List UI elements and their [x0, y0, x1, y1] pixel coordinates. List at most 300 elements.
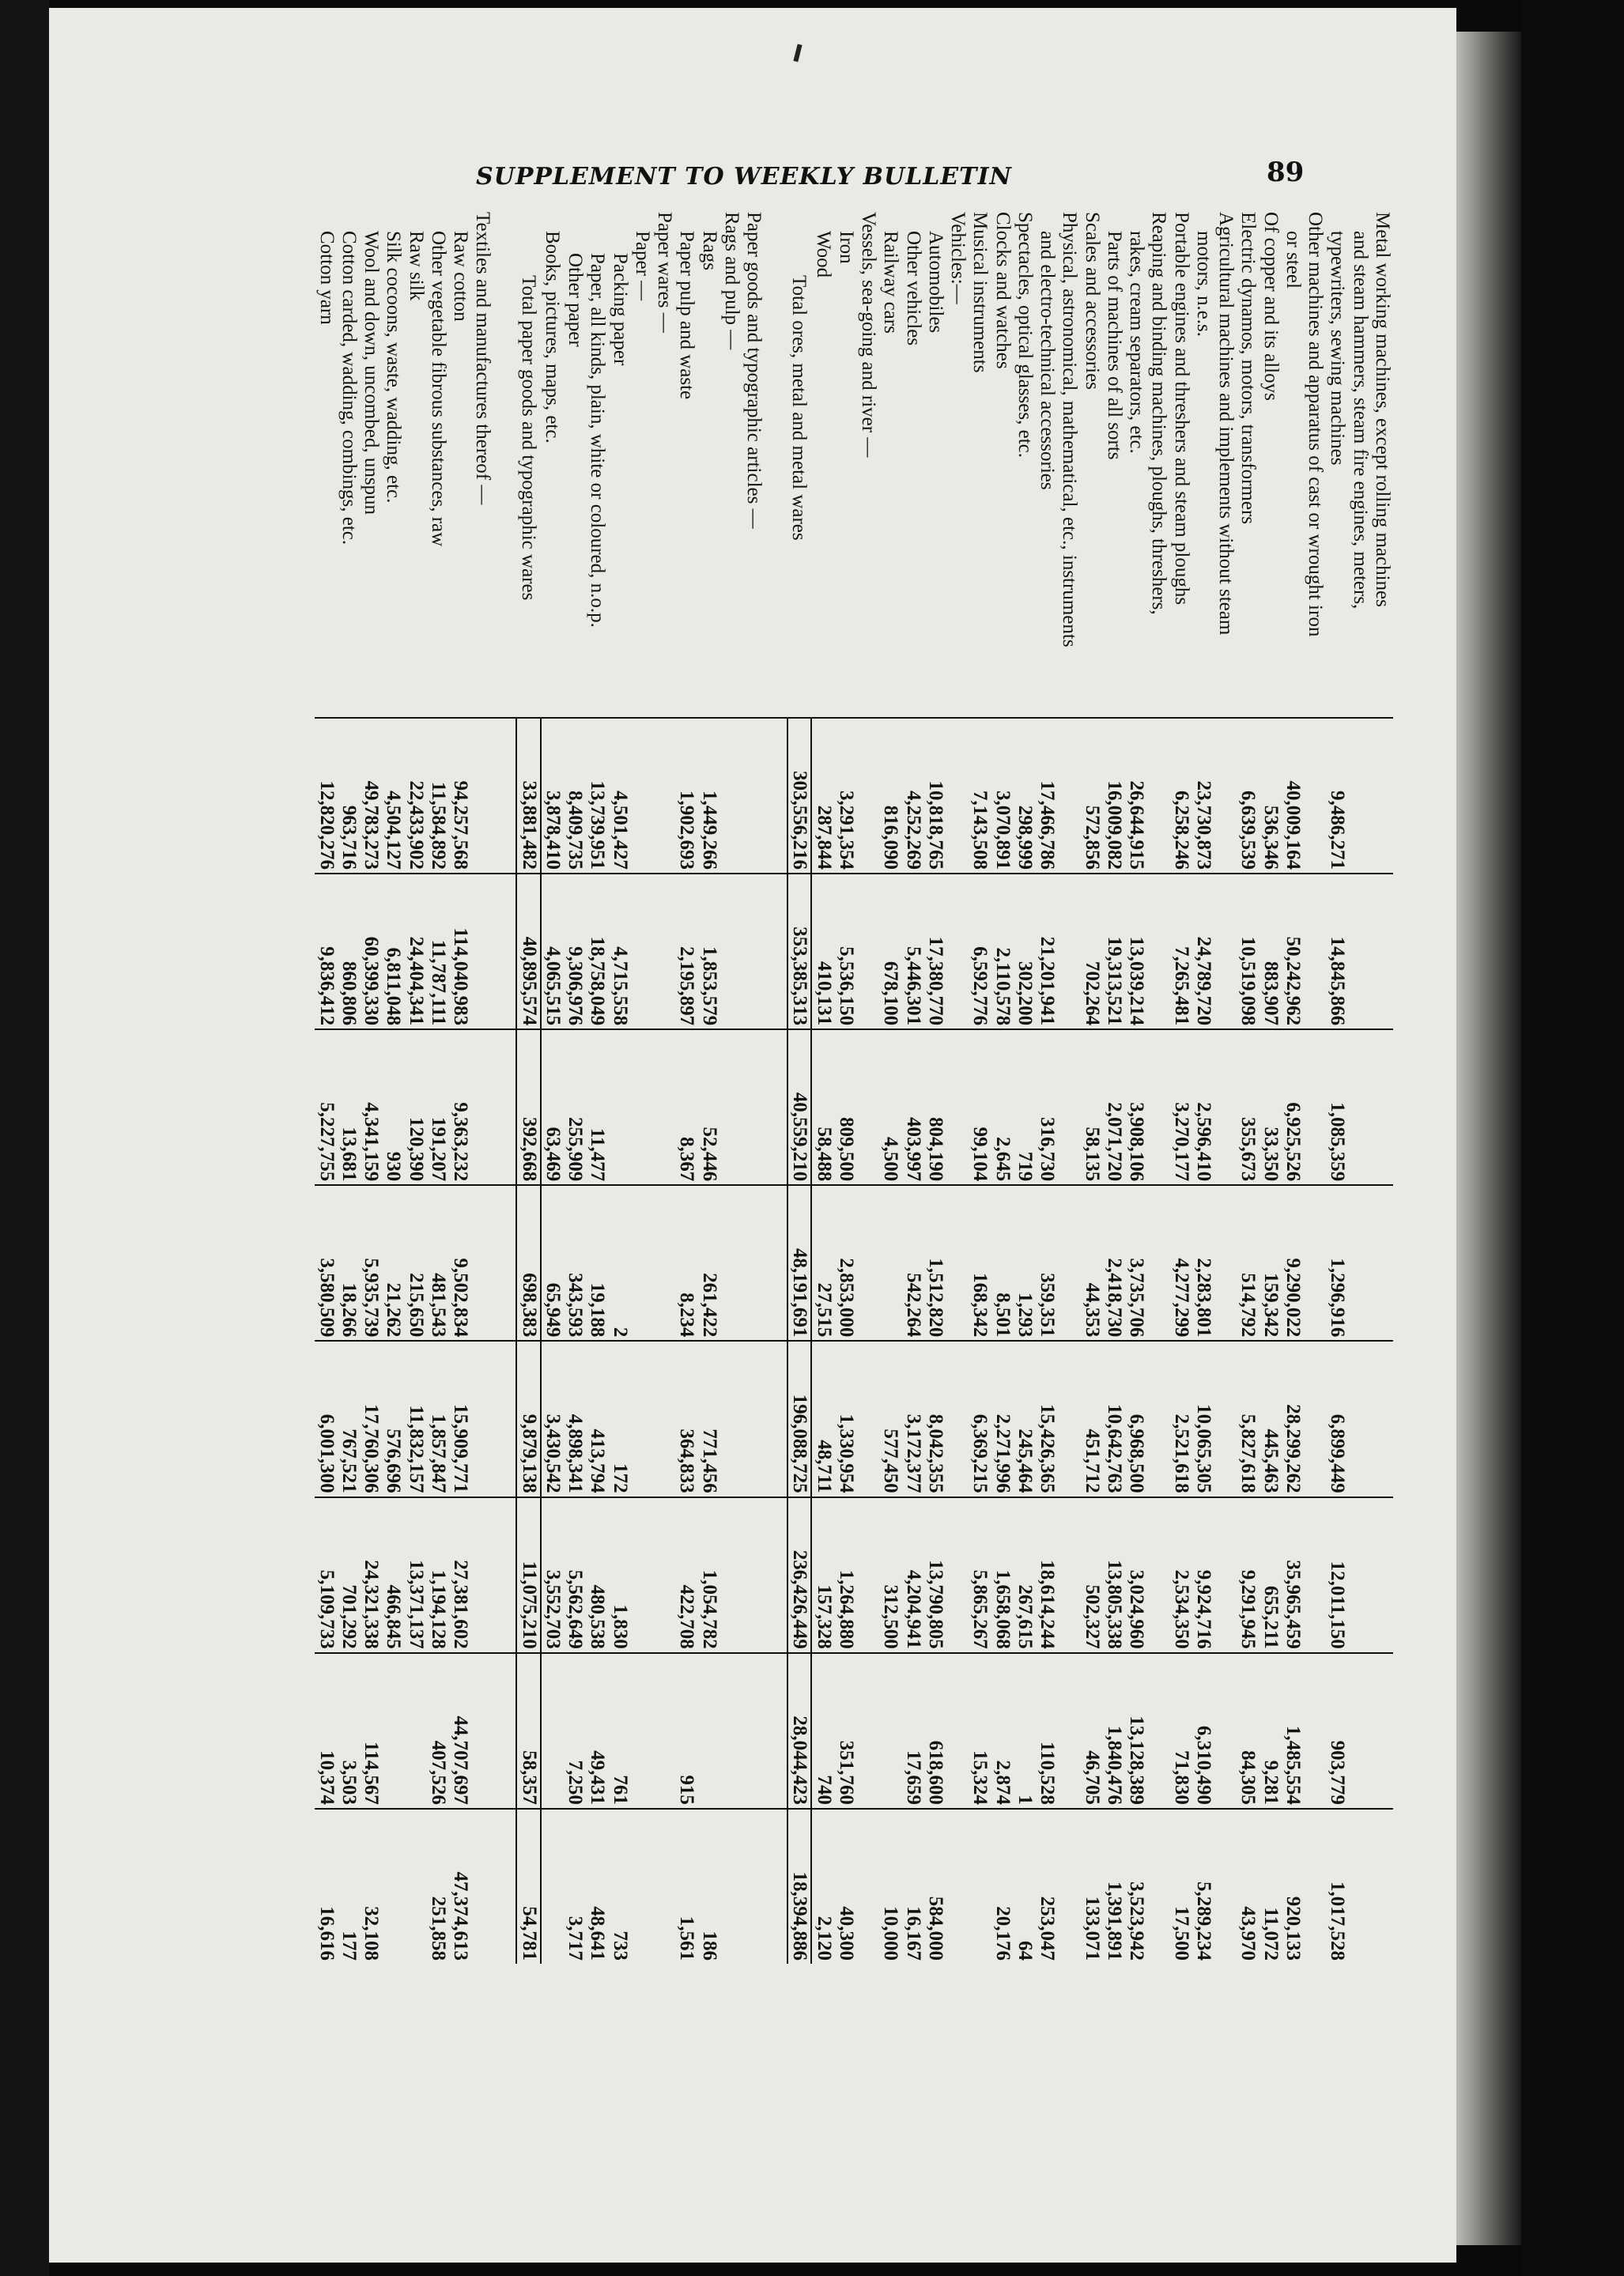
table-cell: 8,501 [991, 1185, 1014, 1341]
table-cell: 8,409,735 [564, 718, 586, 874]
table-cell: 5,227,755 [315, 1029, 338, 1185]
table-cell: 3,523,942 [1125, 1809, 1147, 1964]
table-cell: 6,592,776 [969, 874, 991, 1029]
row-label: Cotton carded, wadding, combings, etc. [338, 231, 360, 545]
table-cell: 1,857,847 [427, 1341, 449, 1497]
table-cell [1214, 718, 1237, 874]
table-cell: 480,538 [586, 1497, 608, 1653]
table-cell [1214, 1809, 1237, 1964]
table-cell: 403,997 [902, 1029, 924, 1185]
table-cell: 4,065,515 [541, 874, 564, 1029]
table-cell: 63,469 [541, 1029, 564, 1185]
table-cell: 253,047 [1036, 1809, 1058, 1964]
table-cell [631, 718, 653, 874]
table-cell: 410,131 [812, 874, 835, 1029]
table-cell [653, 1497, 675, 1653]
table-cell [1058, 1341, 1080, 1497]
table-cell: 58,488 [812, 1029, 835, 1185]
table-cell: 804,190 [924, 1029, 946, 1185]
row-label: Of copper and its alloys [1260, 212, 1282, 401]
table-cell [969, 1809, 991, 1964]
table-cell: 13,039,214 [1125, 874, 1147, 1029]
table-cell: 542,264 [902, 1185, 924, 1341]
table-cell: 3,024,960 [1125, 1497, 1147, 1653]
left-scan-border [0, 0, 49, 2276]
page-header [49, 157, 1456, 210]
table-cell: 49,783,273 [360, 718, 382, 874]
table-cell: 28,044,423 [787, 1653, 811, 1809]
table-cell: 110,528 [1036, 1653, 1058, 1809]
table-cell [720, 1185, 742, 1341]
table-cell [1349, 718, 1371, 874]
table-cell [653, 1185, 675, 1341]
table-cell: 4,715,558 [609, 874, 631, 1029]
table-cell: 23,730,873 [1192, 718, 1214, 874]
table-cell: 16,009,082 [1103, 718, 1125, 874]
table-cell [720, 718, 742, 874]
table-cell [857, 1029, 879, 1185]
table-cell: 261,422 [698, 1185, 720, 1341]
table-cell: 1,485,554 [1282, 1653, 1304, 1809]
row-label: Rags and pulp — [721, 212, 742, 350]
table-cell: 13,681 [338, 1029, 360, 1185]
table-cell [1214, 1029, 1237, 1185]
table-row [1282, 209, 1304, 1964]
page-fold-shadow [1456, 32, 1521, 2245]
table-cell: 4,341,159 [360, 1029, 382, 1185]
table-cell [946, 1185, 969, 1341]
table-cell: 27,515 [812, 1185, 835, 1341]
row-label: Physical, astronomical, mathematical, etc., instruments [1059, 212, 1081, 647]
table-cell: 196,088,725 [787, 1341, 811, 1497]
table-cell: 3,270,177 [1170, 1029, 1192, 1185]
table-row [1371, 209, 1393, 1964]
table-cell [857, 1341, 879, 1497]
table-cell: 1,853,579 [698, 874, 720, 1029]
table-cell [720, 874, 742, 1029]
table-row [631, 209, 653, 1964]
table-cell [1349, 874, 1371, 1029]
row-label: Iron [836, 231, 857, 264]
table-cell: 4,277,299 [1170, 1185, 1192, 1341]
spacer-row [494, 209, 517, 1964]
table-cell: 18,614,244 [1036, 1497, 1058, 1653]
table-cell: 577,450 [879, 1341, 901, 1497]
table-cell: 9,281 [1260, 1653, 1282, 1809]
table-cell: 4,898,341 [564, 1341, 586, 1497]
table-row [586, 209, 608, 1964]
table-cell [720, 1653, 742, 1809]
table-cell: 40,300 [835, 1809, 857, 1964]
table-cell: 48,641 [586, 1809, 608, 1964]
table-cell: 12,011,150 [1326, 1497, 1348, 1653]
table-cell [471, 1185, 493, 1341]
statistics-table-body [315, 209, 1394, 1964]
table-cell: 9,924,716 [1192, 1497, 1214, 1653]
table-cell: 3,172,377 [902, 1341, 924, 1497]
table-cell [631, 1341, 653, 1497]
table-row [315, 209, 338, 1964]
table-cell: 251,858 [427, 1809, 449, 1964]
table-cell: 64 [1014, 1809, 1036, 1964]
table-cell: 9,502,834 [449, 1185, 471, 1341]
row-label: Scales and accessories [1081, 212, 1103, 390]
table-row [1125, 209, 1147, 1964]
table-cell [1304, 874, 1326, 1029]
table-cell: 19,188 [586, 1185, 608, 1341]
table-cell: 11,072 [1260, 1809, 1282, 1964]
table-cell: 1,449,266 [698, 718, 720, 874]
table-cell: 24,789,720 [1192, 874, 1214, 1029]
table-cell: 40,559,210 [787, 1029, 811, 1185]
table-row [698, 209, 720, 1964]
table-cell [1371, 874, 1393, 1029]
table-cell [698, 1653, 720, 1809]
table-cell: 10,818,765 [924, 718, 946, 874]
table-cell: 3,430,542 [541, 1341, 564, 1497]
row-label: Raw cotton [450, 231, 472, 322]
table-cell: 50,242,962 [1282, 874, 1304, 1029]
table-cell: 28,299,262 [1282, 1341, 1304, 1497]
table-row [405, 209, 427, 1964]
row-label: Paper wares — [654, 212, 676, 333]
table-row [653, 209, 675, 1964]
table-cell [1304, 1341, 1326, 1497]
table-cell [1371, 1653, 1393, 1809]
row-label: Railway cars [880, 231, 902, 334]
table-cell [946, 718, 969, 874]
row-label: or steel [1282, 231, 1304, 289]
total-row [517, 209, 541, 1964]
row-label: Vessels, sea-going and river — [858, 212, 880, 458]
table-cell [857, 874, 879, 1029]
table-cell: 48,191,691 [787, 1185, 811, 1341]
table-cell: 719 [1014, 1029, 1036, 1185]
table-cell [1304, 1029, 1326, 1185]
table-row [1014, 209, 1036, 1964]
table-cell: 7,250 [564, 1653, 586, 1809]
table-cell: 2,195,897 [675, 874, 697, 1029]
table-cell [946, 1341, 969, 1497]
table-cell: 49,431 [586, 1653, 608, 1809]
table-cell: 40,009,164 [1282, 718, 1304, 874]
table-cell: 8,367 [675, 1029, 697, 1185]
row-label: Total paper goods and typographic wares [517, 275, 539, 601]
table-cell [946, 874, 969, 1029]
table-cell [653, 718, 675, 874]
table-cell: 4,501,427 [609, 718, 631, 874]
table-cell: 24,321,338 [360, 1497, 382, 1653]
table-cell: 860,806 [338, 874, 360, 1029]
table-cell [1349, 1653, 1371, 1809]
table-cell: 771,456 [698, 1341, 720, 1497]
table-cell: 32,108 [360, 1809, 382, 1964]
table-cell: 6,310,490 [1192, 1653, 1214, 1809]
table-cell: 298,999 [1014, 718, 1036, 874]
table-cell: 6,811,048 [382, 874, 404, 1029]
table-cell [631, 1497, 653, 1653]
table-cell [1058, 1653, 1080, 1809]
table-row [1349, 209, 1371, 1964]
table-cell [1349, 1497, 1371, 1653]
table-cell: 114,040,983 [449, 874, 471, 1029]
table-cell: 267,615 [1014, 1497, 1036, 1653]
row-label: Packing paper [609, 253, 631, 366]
table-cell: 2,534,350 [1170, 1497, 1192, 1653]
table-row [879, 209, 901, 1964]
table-row [1214, 209, 1237, 1964]
table-row [969, 209, 991, 1964]
table-cell: 1,296,916 [1326, 1185, 1348, 1341]
table-cell [742, 1653, 765, 1809]
table-cell: 60,399,330 [360, 874, 382, 1029]
table-cell [382, 1809, 404, 1964]
table-cell [879, 1653, 901, 1809]
row-label: Paper, all kinds, plain, white or coloured, n.o.p. [587, 253, 609, 628]
table-cell: 18,758,049 [586, 874, 608, 1029]
table-cell [1147, 1185, 1169, 1341]
table-cell: 1,391,891 [1103, 1809, 1125, 1964]
row-label: Automobiles [925, 231, 946, 334]
row-label: and electro-technical accessories [1037, 231, 1059, 490]
table-cell: 678,100 [879, 874, 901, 1029]
table-cell [1349, 1029, 1371, 1185]
table-cell: 359,351 [1036, 1185, 1058, 1341]
page [49, 8, 1456, 2263]
table-cell: 698,383 [517, 1185, 541, 1341]
table-cell: 9,291,945 [1237, 1497, 1259, 1653]
table-cell: 466,845 [382, 1497, 404, 1653]
table-cell: 11,584,892 [427, 718, 449, 874]
table-cell [879, 1185, 901, 1341]
row-label: rakes, cream separators, etc. [1126, 231, 1148, 454]
table-cell [857, 1185, 879, 1341]
table-cell: 1,054,782 [698, 1497, 720, 1653]
table-cell: 364,833 [675, 1341, 697, 1497]
table-row [1081, 209, 1103, 1964]
table-cell: 10,374 [315, 1653, 338, 1809]
table-cell: 584,000 [924, 1809, 946, 1964]
table-cell: 11,075,210 [517, 1497, 541, 1653]
table-row [835, 209, 857, 1964]
table-row [338, 209, 360, 1964]
row-label: Parts of machines of all sorts [1104, 231, 1125, 460]
table-cell [1349, 1185, 1371, 1341]
table-cell [541, 1809, 564, 1964]
table-cell: 6,258,246 [1170, 718, 1192, 874]
table-cell: 13,805,338 [1103, 1497, 1125, 1653]
row-label: Wool and down, uncombed, unspun [361, 231, 383, 515]
table-cell [720, 1497, 742, 1653]
table-cell: 20,176 [991, 1809, 1014, 1964]
table-cell: 2,853,000 [835, 1185, 857, 1341]
table-cell: 2,874 [991, 1653, 1014, 1809]
row-label: Electric dynamos, motors, transformers [1237, 212, 1260, 525]
table-row [946, 209, 969, 1964]
table-row [1147, 209, 1169, 1964]
table-cell: 17,500 [1170, 1809, 1192, 1964]
table-cell: 883,907 [1260, 874, 1282, 1029]
table-cell [720, 1341, 742, 1497]
table-row [609, 209, 631, 1964]
table-cell [631, 1185, 653, 1341]
table-cell: 1,512,820 [924, 1185, 946, 1341]
table-cell [405, 1809, 427, 1964]
table-row [1260, 209, 1282, 1964]
row-label: Vehicles:— [947, 212, 969, 304]
table-cell: 302,200 [1014, 874, 1036, 1029]
table-cell: 13,739,951 [586, 718, 608, 874]
table-row [902, 209, 924, 1964]
table-row [1237, 209, 1259, 1964]
table-cell: 903,779 [1326, 1653, 1348, 1809]
row-label: Metal working machines, except rolling machines [1372, 212, 1393, 607]
table-cell [471, 1809, 493, 1964]
table-cell: 1,194,128 [427, 1497, 449, 1653]
table-cell: 3,552,703 [541, 1497, 564, 1653]
table-cell: 6,001,300 [315, 1341, 338, 1497]
table-cell: 5,109,733 [315, 1497, 338, 1653]
table-cell [1147, 1809, 1169, 1964]
table-cell: 120,390 [405, 1029, 427, 1185]
table-cell: 1,264,880 [835, 1497, 857, 1653]
table-cell: 255,909 [564, 1029, 586, 1185]
table-cell: 451,712 [1081, 1341, 1103, 1497]
table-cell: 353,385,313 [787, 874, 811, 1029]
table-cell: 481,543 [427, 1185, 449, 1341]
table-cell: 215,650 [405, 1185, 427, 1341]
spacer-row [765, 209, 787, 1964]
table-cell: 2,110,578 [991, 874, 1014, 1029]
table-cell [720, 1809, 742, 1964]
table-cell [1371, 1185, 1393, 1341]
table-cell [1214, 874, 1237, 1029]
table-cell [1371, 1029, 1393, 1185]
table-cell: 58,357 [517, 1653, 541, 1809]
table-cell: 44,707,697 [449, 1653, 471, 1809]
table-cell: 33,881,482 [517, 718, 541, 874]
table-cell: 13,371,137 [405, 1497, 427, 1653]
right-scan-border [1521, 0, 1624, 2276]
table-cell: 6,639,539 [1237, 718, 1259, 874]
table-cell: 618,600 [924, 1653, 946, 1809]
table-cell: 809,500 [835, 1029, 857, 1185]
table-cell: 740 [812, 1653, 835, 1809]
table-cell: 915 [675, 1653, 697, 1809]
table-cell: 413,794 [586, 1341, 608, 1497]
table-cell [471, 1029, 493, 1185]
table-cell: 6,968,500 [1125, 1341, 1147, 1497]
table-cell [946, 1029, 969, 1185]
table-cell [1304, 1185, 1326, 1341]
table-cell [857, 1809, 879, 1964]
table-cell: 1 [1014, 1653, 1036, 1809]
table-cell: 316,730 [1036, 1029, 1058, 1185]
table-cell: 54,781 [517, 1809, 541, 1964]
table-cell [946, 1809, 969, 1964]
table-cell: 2 [609, 1185, 631, 1341]
table-cell [946, 1497, 969, 1653]
table-cell: 355,673 [1237, 1029, 1259, 1185]
table-cell: 6,899,449 [1326, 1341, 1348, 1497]
table-cell: 43,970 [1237, 1809, 1259, 1964]
table-cell: 7,265,481 [1170, 874, 1192, 1029]
row-label: Other vehicles [902, 231, 924, 346]
table-cell: 5,562,649 [564, 1497, 586, 1653]
row-label: Other machines and apparatus of cast or wrought iron [1305, 212, 1327, 637]
table-cell: 21,262 [382, 1185, 404, 1341]
table-row [720, 209, 742, 1964]
row-label: Wood [812, 231, 834, 278]
table-cell [631, 1809, 653, 1964]
table-cell: 12,820,276 [315, 718, 338, 874]
table-cell [742, 874, 765, 1029]
row-label: Paper — [632, 231, 653, 301]
table-cell: 1,561 [675, 1809, 697, 1964]
table-cell [1214, 1653, 1237, 1809]
table-cell: 3,503 [338, 1653, 360, 1809]
table-cell: 1,085,359 [1326, 1029, 1348, 1185]
table-row [675, 209, 697, 1964]
table-cell [1058, 1185, 1080, 1341]
table-cell: 303,556,216 [787, 718, 811, 874]
table-cell [1058, 1809, 1080, 1964]
table-cell: 3,908,106 [1125, 1029, 1147, 1185]
table-cell [471, 1653, 493, 1809]
table-cell: 35,965,459 [1282, 1497, 1304, 1653]
table-cell [1214, 1185, 1237, 1341]
scan-speck [793, 44, 802, 62]
table-cell [857, 1653, 879, 1809]
table-cell: 15,909,771 [449, 1341, 471, 1497]
table-cell: 702,264 [1081, 874, 1103, 1029]
table-cell: 44,353 [1081, 1185, 1103, 1341]
table-cell [1147, 718, 1169, 874]
table-row [1326, 209, 1348, 1964]
table-cell [1371, 1497, 1393, 1653]
table-cell: 191,207 [427, 1029, 449, 1185]
table-row [991, 209, 1014, 1964]
table-cell [653, 1029, 675, 1185]
table-cell: 2,283,801 [1192, 1185, 1214, 1341]
table-cell [1147, 1029, 1169, 1185]
table-cell [1371, 1341, 1393, 1497]
table-cell: 18,266 [338, 1185, 360, 1341]
table-cell: 40,895,574 [517, 874, 541, 1029]
row-label: Musical instruments [969, 212, 991, 373]
table-cell [471, 1497, 493, 1653]
table-row [1103, 209, 1125, 1964]
table-cell: 767,521 [338, 1341, 360, 1497]
table-cell: 13,128,389 [1125, 1653, 1147, 1809]
table-cell: 65,949 [541, 1185, 564, 1341]
table-cell: 343,593 [564, 1185, 586, 1341]
table-cell: 17,466,786 [1036, 718, 1058, 874]
row-label: Cotton yarn [315, 231, 338, 325]
table-cell: 655,211 [1260, 1497, 1282, 1653]
table-cell: 9,306,976 [564, 874, 586, 1029]
table-cell: 930 [382, 1029, 404, 1185]
table-cell: 1,293 [1014, 1185, 1036, 1341]
row-label: and steam hammers, steam fire engines, meters, [1349, 231, 1371, 610]
table-cell: 2,645 [991, 1029, 1014, 1185]
table-cell: 58,135 [1081, 1029, 1103, 1185]
table-cell: 157,328 [812, 1497, 835, 1653]
table-cell [1304, 1809, 1326, 1964]
table-cell: 14,845,866 [1326, 874, 1348, 1029]
row-label: Paper pulp and waste [676, 231, 698, 400]
table-row [1170, 209, 1192, 1964]
